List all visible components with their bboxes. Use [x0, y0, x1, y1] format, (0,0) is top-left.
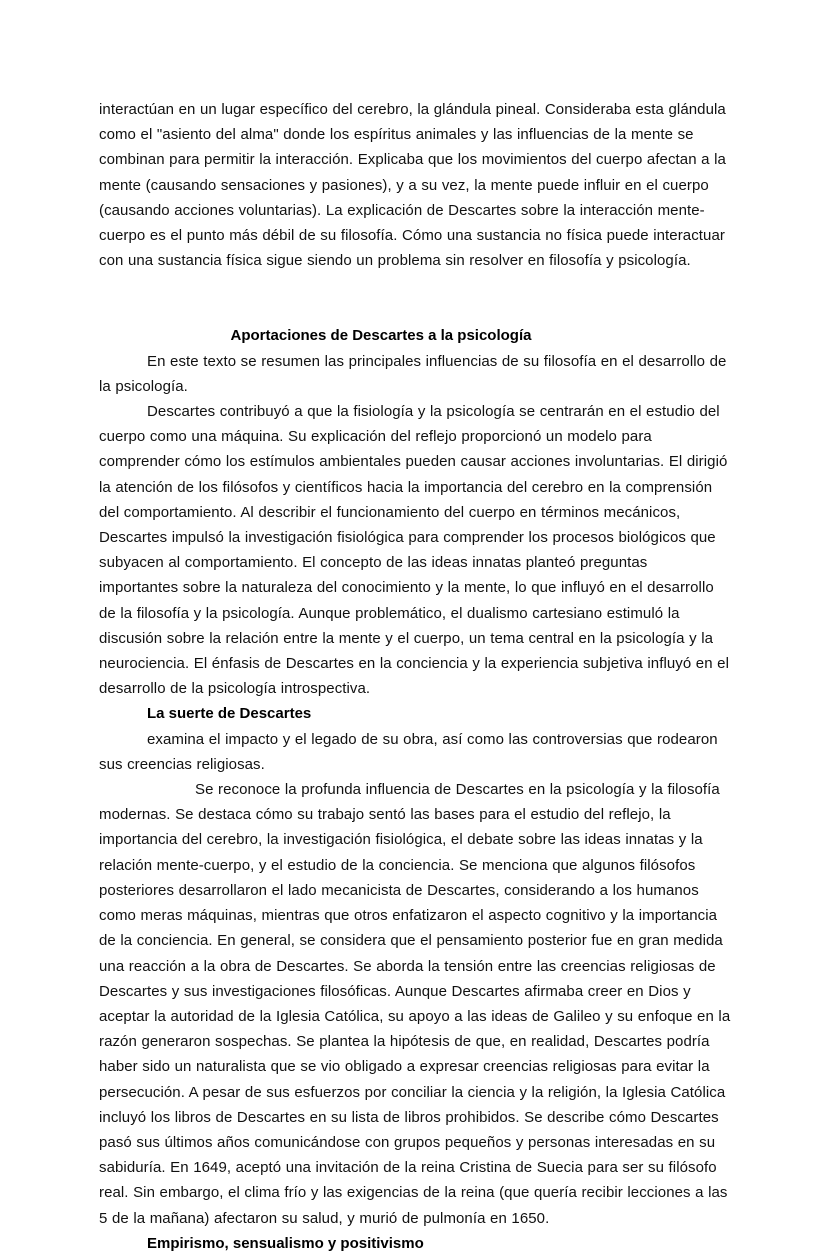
paragraph-examina-impacto: examina el impacto y el legado de su obra, así como las controversias que rodearon sus creencias religiosas.	[99, 730, 718, 773]
heading-aportaciones-descartes: Aportaciones de Descartes a la psicología	[230, 327, 532, 345]
paragraph-contribucion-fisiologia: Descartes contribuyó a que la fisiología y la psicología se centrarán en el estudio del cuerpo como una máquina. Su explicación del reflejo proporcionó un modelo para comprender cómo los estímulos ambientales pueden causar acciones involuntarias. El dirigió la atención de los filósofos y científicos hacia la importancia del cerebro en la comprensión del comportamiento. Al describir el funcionamiento del cuerpo en términos mecánicos, Descartes impulsó la investigación fisiológica para comprender los procesos biológicos que subyacen al comportamiento. El concepto de las ideas innatas planteó preguntas importantes sobre la naturaleza del conocimiento y la mente, lo que influyó en el desarrollo de la filosofía y la psicología. Aunque problemático, el dualismo cartesiano estimuló la discusión sobre la relación entre la mente y el cuerpo, un tema central en la psicología y la neurociencia. El énfasis de Descartes en la conciencia y la experiencia subjetiva influyó en el desarrollo de la psicología introspectiva.	[99, 403, 730, 698]
paragraph-resumen-influencias: En este texto se resumen las principales influencias de su filosofía en el desarrollo de la psicología.	[99, 352, 727, 395]
document-text-column	[99, 97, 731, 1256]
heading-empirismo-sensualismo-positivismo: Empirismo, sensualismo y positivismo	[147, 1234, 424, 1252]
paragraph-interaccion-mente-cuerpo: interactúan en un lugar específico del cerebro, la glándula pineal. Consideraba esta glándula como el "asiento del alma" donde los espíritus animales y las influencias de la mente se combinan para permitir la interacción. Explicaba que los movimientos del cuerpo afectan a la mente (causando sensaciones y pasiones), y a su vez, la mente puede influir en el cuerpo (causando acciones voluntarias). La explicación de Descartes sobre la interacción mente-cuerpo es el punto más débil de su filosofía. Cómo una sustancia no física puede interactuar con una sustancia física sigue siendo un problema sin resolver en filosofía y psicología.	[99, 101, 726, 270]
paragraph-influencia-moderna: Se reconoce la profunda influencia de Descartes en la psicología y la filosofía modernas. Se destaca cómo su trabajo sentó las bases para el estudio del reflejo, la importancia del cerebro, la investigación fisiológica, el debate sobre las ideas innatas y la relación mente-cuerpo, y el estudio de la conciencia. Se menciona que algunos filósofos posteriores desarrollaron el lado mecanicista de Descartes, considerando a los humanos como meras máquinas, mientras que otros enfatizaron el aspecto cognitivo y la importancia de la conciencia. En general, se considera que el pensamiento posterior fue en gran medida una reacción a la obra de Descartes. Se aborda la tensión entre las creencias religiosas de Descartes y sus investigaciones filosóficas. Aunque Descartes afirmaba creer en Dios y aceptar la autoridad de la Iglesia Católica, su apoyo a las ideas de Galileo y su enfoque en la razón generaron sospechas. Se plantea la hipótesis de que, en realidad, Descartes podría haber sido un naturalista que se vio obligado a expresar creencias religiosas para evitar la persecución. A pesar de sus esfuerzos por conciliar la ciencia y la religión, la Iglesia Católica incluyó los libros de Descartes en su lista de libros prohibidos. Se describe cómo Descartes pasó sus últimos años comunicándose con grupos pequeños y personas interesadas en su sabiduría. En 1649, aceptó una invitación de la reina Cristina de Suecia para ser su filósofo real. Sin embargo, el clima frío y las exigencias de la reina (que quería recibir lecciones a las 5 de la mañana) afectaron su salud, y murió de pulmonía en 1650.	[99, 781, 731, 1227]
heading-suerte-de-descartes: La suerte de Descartes	[147, 705, 312, 723]
paragraph-spacer	[99, 273, 731, 323]
